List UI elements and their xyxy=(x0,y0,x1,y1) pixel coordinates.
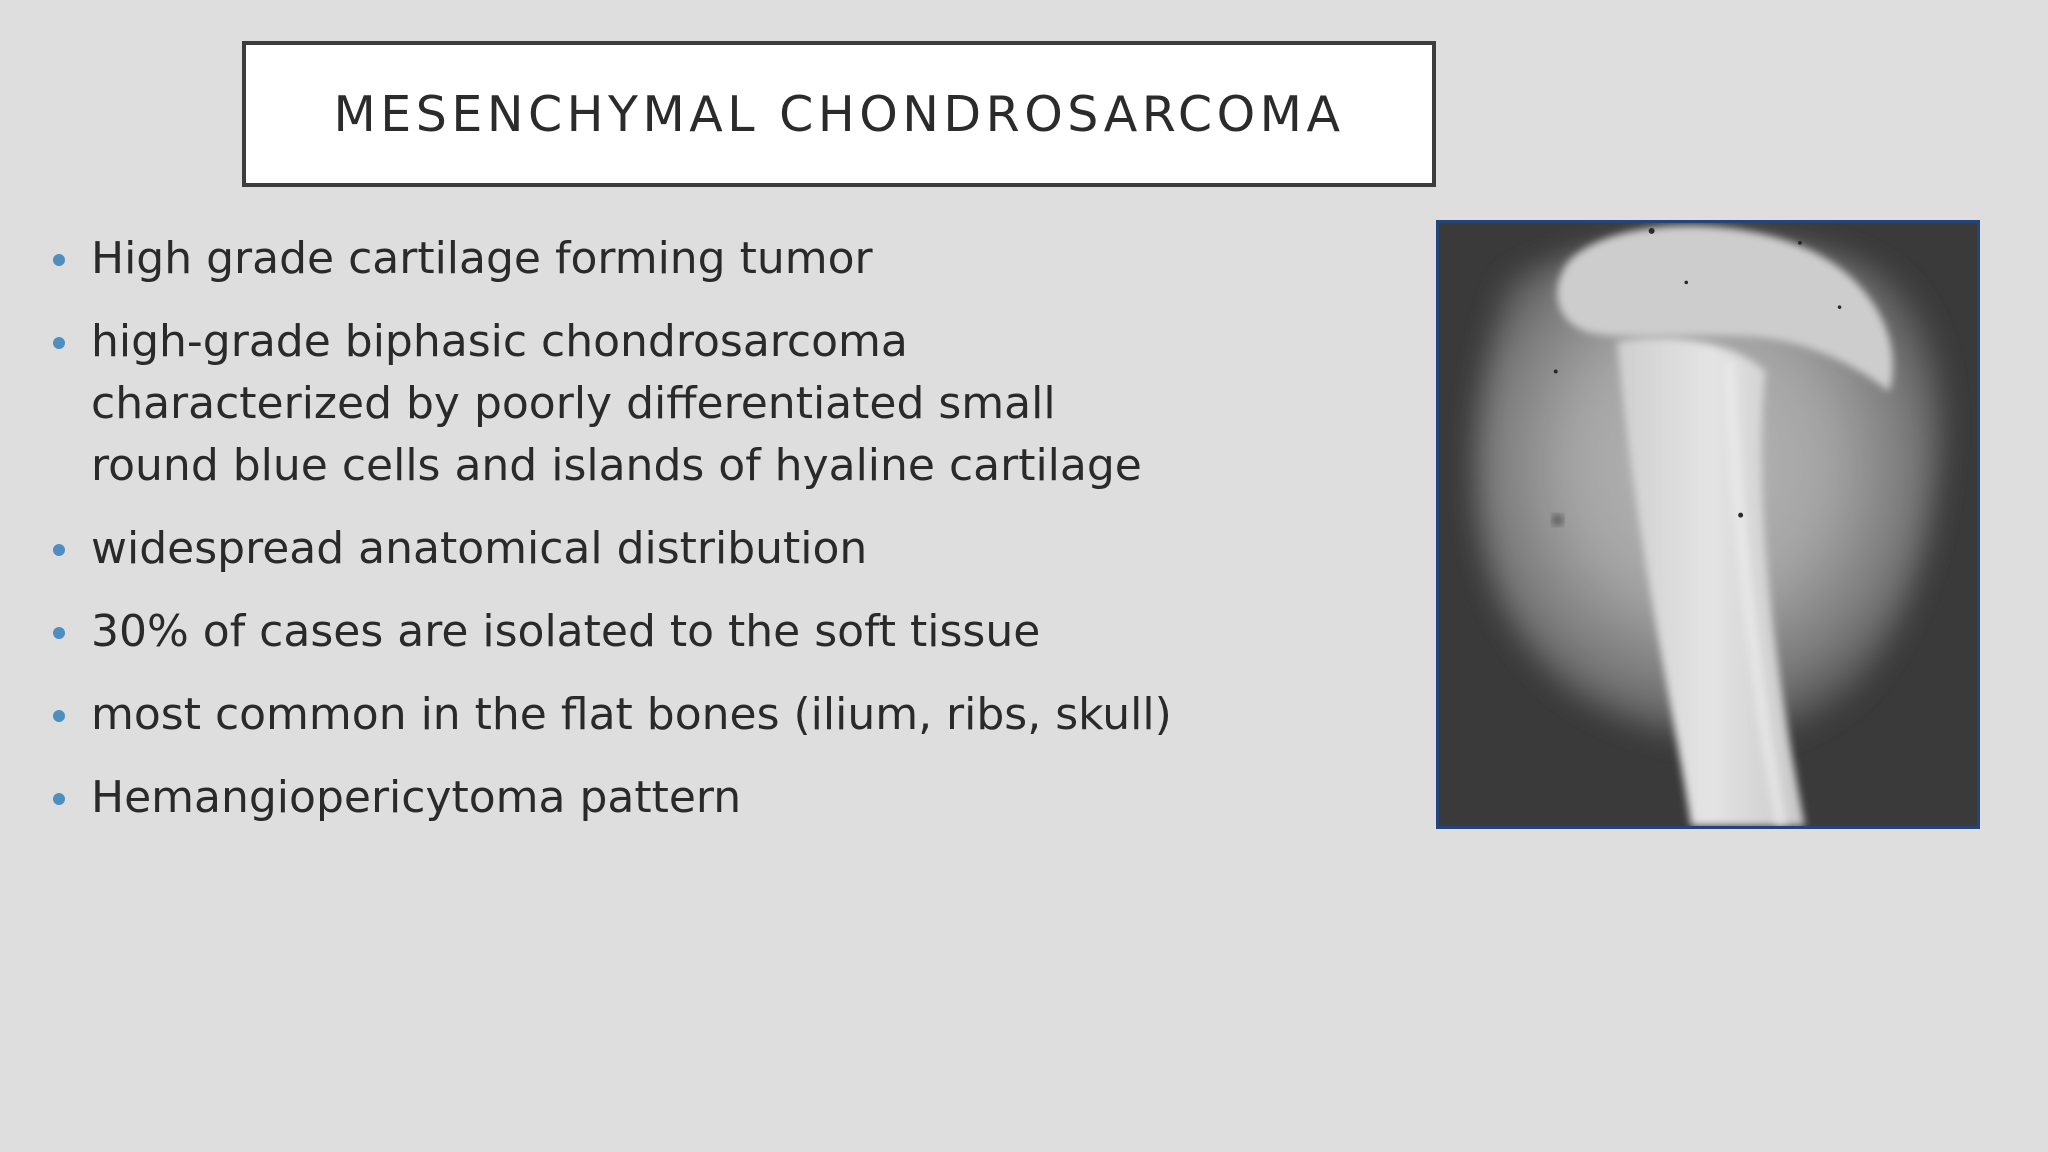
bullet-item xyxy=(50,228,1230,290)
bullet-text: 30% of cases are isolated to the soft tissue xyxy=(91,606,1041,657)
bullet-dot-icon xyxy=(53,710,65,722)
bullet-item xyxy=(50,601,1230,663)
title-box xyxy=(242,41,1436,187)
bullet-dot-icon xyxy=(53,627,65,639)
bullet-item xyxy=(50,767,1230,829)
xray-image xyxy=(1436,220,1980,829)
bullet-dot-icon xyxy=(53,337,65,349)
bullet-text: Hemangiopericytoma pattern xyxy=(91,772,742,823)
bullet-dot-icon xyxy=(53,254,65,266)
bullet-dot-icon xyxy=(53,793,65,805)
bullet-text: characterized by poorly differentiated small xyxy=(91,378,1056,429)
bullet-item xyxy=(50,518,1230,580)
bullet-dot-icon xyxy=(53,544,65,556)
bullet-item xyxy=(50,684,1230,746)
bullet-text: round blue cells and islands of hyaline cartilage xyxy=(91,440,1142,491)
bullet-text: most common in the flat bones (ilium, ribs, skull) xyxy=(91,689,1172,740)
slide-title: MESENCHYMAL CHONDROSARCOMA xyxy=(333,85,1345,143)
bullet-text: widespread anatomical distribution xyxy=(91,523,868,574)
bullet-list xyxy=(50,228,1230,850)
bullet-text: high-grade biphasic chondrosarcoma xyxy=(91,316,908,367)
bullet-text: High grade cartilage forming tumor xyxy=(91,233,873,284)
xray-bone-illustration xyxy=(1439,223,1977,826)
bullet-item xyxy=(50,311,1230,497)
